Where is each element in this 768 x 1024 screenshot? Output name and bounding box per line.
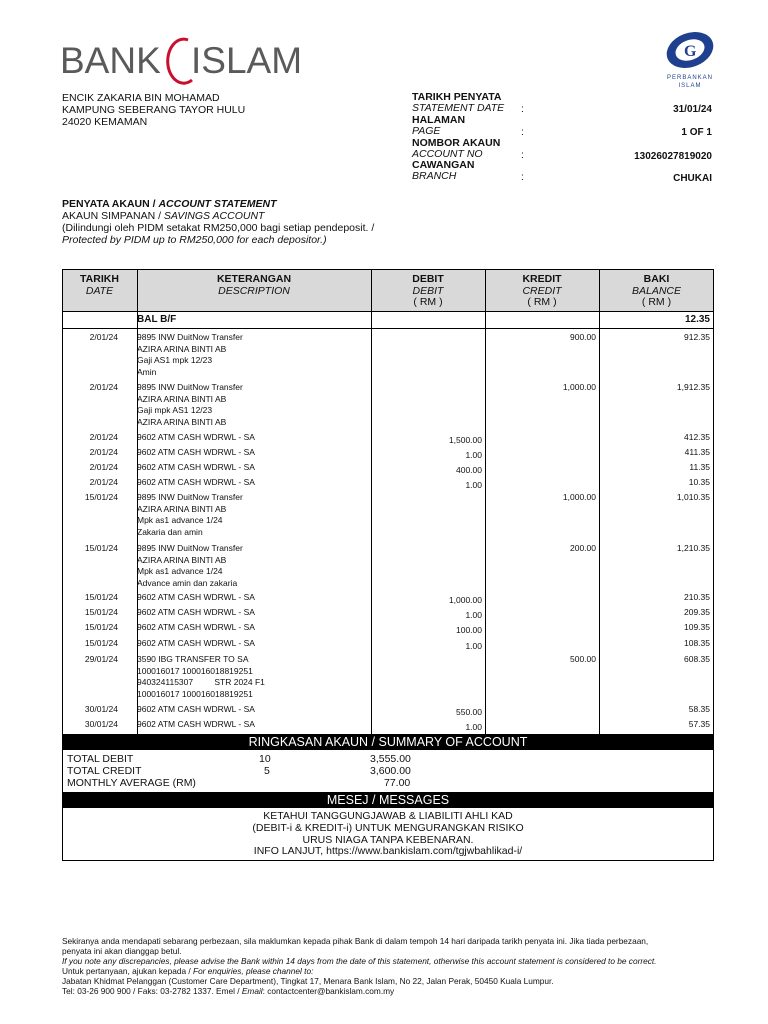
transaction-debit: 1.00 xyxy=(465,480,482,490)
transaction-date: 29/01/24 xyxy=(84,654,118,664)
transaction-credit: 500.00 xyxy=(570,654,596,664)
description-line: 9602 ATM CASH WDRWL - SA xyxy=(137,592,255,602)
customer-name: ENCIK ZAKARIA BIN MOHAMAD xyxy=(62,92,220,104)
description-line: 9895 INW DuitNow Transfer xyxy=(137,492,243,502)
transaction-description xyxy=(137,447,367,459)
transaction-date: 15/01/24 xyxy=(84,492,118,502)
page-label-en: PAGE xyxy=(412,125,441,137)
total-credit-label: TOTAL CREDIT xyxy=(67,765,142,777)
transaction-debit: 1,500.00 xyxy=(448,435,482,445)
description-line: Zakaria dan amin xyxy=(137,526,203,537)
header-description: KETERANGAN DESCRIPTION xyxy=(216,273,292,297)
description-line: 9602 ATM CASH WDRWL - SA xyxy=(137,638,255,648)
transaction-balance: 1,010.35 xyxy=(676,492,710,502)
description-line: AZIRA ARINA BINTI AB xyxy=(137,416,227,427)
description-line: AZIRA ARINA BINTI AB xyxy=(137,503,227,514)
total-credit-count: 5 xyxy=(264,765,270,777)
message-line4-link[interactable]: INFO LANJUT, https://www.bankislam.com/tgjwbahlikad-i/ xyxy=(253,845,523,857)
description-line: 9602 ATM CASH WDRWL - SA xyxy=(137,622,255,632)
transaction-debit: 100.00 xyxy=(456,625,482,635)
description-line: AZIRA ARINA BINTI AB xyxy=(137,343,227,354)
description-line: 9895 INW DuitNow Transfer xyxy=(137,332,243,342)
description-line: 9602 ATM CASH WDRWL - SA xyxy=(137,477,255,487)
transaction-description xyxy=(137,638,367,650)
meta-colon: : xyxy=(521,126,524,138)
transaction-description xyxy=(137,332,367,378)
description-line: 9602 ATM CASH WDRWL - SA xyxy=(137,704,255,714)
header-debit: DEBIT DEBIT ( RM ) xyxy=(412,273,444,308)
pidm-note-en: Protected by PIDM up to RM250,000 for each depositor.) xyxy=(62,234,327,246)
transaction-credit: 900.00 xyxy=(570,332,596,342)
transaction-debit: 400.00 xyxy=(456,465,482,475)
transaction-date: 30/01/24 xyxy=(84,704,118,714)
message-line1: KETAHUI TANGGUNGJAWAB & LIABILITI AHLI KAD xyxy=(263,810,513,822)
description-line: Gaji AS1 mpk 12/23 xyxy=(137,355,213,365)
transaction-balance: 58.35 xyxy=(688,704,710,714)
footer-line1: Sekiranya anda mendapati sebarang perbezaan, sila maklumkan kepada pihak Bank di dalam tempoh 14 hari daripada tarikh penyata ini. Jika tiada perbezaan, xyxy=(62,936,649,946)
branch-label-my: CAWANGAN xyxy=(412,159,475,171)
transaction-credit: 1,000.00 xyxy=(562,382,596,392)
message-line2: (DEBIT-i & KREDIT-i) UNTUK MENGURANGKAN RISIKO xyxy=(252,822,524,834)
transaction-date: 15/01/24 xyxy=(84,622,118,632)
footer-email-label: Email xyxy=(241,986,263,996)
transaction-balance: 109.35 xyxy=(684,622,710,632)
transaction-description xyxy=(137,607,367,619)
description-line: 9895 INW DuitNow Transfer xyxy=(137,382,243,392)
header-balance: BAKI BALANCE ( RM ) xyxy=(631,273,682,308)
footer-enquiry-my: Untuk pertanyaan, ajukan kepada / xyxy=(62,966,193,976)
logo-text-left: BANK xyxy=(60,40,161,81)
statement-date-label-my: TARIKH PENYATA xyxy=(412,91,502,103)
footer-enquiry-en: For enquiries, please channel to: xyxy=(193,966,314,976)
transaction-balance: 1,210.35 xyxy=(676,543,710,553)
transaction-balance: 11.35 xyxy=(689,462,710,472)
logo-text-right: ISLAM xyxy=(191,40,300,81)
account-label-my: NOMBOR AKAUN xyxy=(412,137,501,149)
description-line: Advance amin dan zakaria xyxy=(137,577,238,588)
transaction-credit: 1,000.00 xyxy=(562,492,596,502)
transaction-description xyxy=(137,543,367,589)
transaction-date: 15/01/24 xyxy=(84,607,118,617)
account-label-en: ACCOUNT NO xyxy=(412,148,483,160)
page-label-my: HALAMAN xyxy=(412,114,466,126)
account-number-value: 13026027819020 xyxy=(634,151,712,162)
bank-logo xyxy=(60,30,300,85)
statement-title-my: PENYATA AKAUN / xyxy=(62,198,159,210)
description-line: AZIRA ARINA BINTI AB xyxy=(137,393,227,404)
transaction-debit: 1.00 xyxy=(465,610,482,620)
customer-address-line3: 24020 KEMAMAN xyxy=(62,116,148,128)
transaction-description xyxy=(137,654,367,700)
description-line: 940324115307 STR 2024 F1 xyxy=(137,677,265,687)
transaction-balance: 411.35 xyxy=(684,447,710,457)
transaction-date: 2/01/24 xyxy=(89,432,118,442)
description-line: 9602 ATM CASH WDRWL - SA xyxy=(137,607,255,617)
account-type-en: SAVINGS ACCOUNT xyxy=(163,210,265,222)
transaction-balance: 209.35 xyxy=(684,607,710,617)
total-debit-count: 10 xyxy=(259,753,271,765)
description-line: 9602 ATM CASH WDRWL - SA xyxy=(137,432,255,442)
statement-date-value: 31/01/24 xyxy=(673,104,712,115)
meta-colon: : xyxy=(521,171,524,183)
transaction-description xyxy=(137,477,367,489)
transaction-balance: 412.35 xyxy=(684,432,710,442)
perbankan-islam-emblem xyxy=(656,28,724,90)
description-line: 9602 ATM CASH WDRWL - SA xyxy=(137,719,255,729)
transaction-balance: 108.35 xyxy=(684,638,710,648)
description-line: 100016017 100016018819251 xyxy=(137,665,253,676)
transaction-description xyxy=(137,492,367,538)
description-line: 9602 ATM CASH WDRWL - SA xyxy=(137,447,255,457)
monthly-average-label: MONTHLY AVERAGE (RM) xyxy=(67,777,196,789)
summary-title-bar: RINGKASAN AKAUN / SUMMARY OF ACCOUNT xyxy=(62,734,714,750)
transaction-date: 15/01/24 xyxy=(84,638,118,648)
account-type-my: AKAUN SIMPANAN / xyxy=(62,210,164,222)
branch-label-en: BRANCH xyxy=(412,170,457,182)
description-line: 100016017 100016018819251 xyxy=(137,688,253,699)
transaction-date: 2/01/24 xyxy=(89,477,118,487)
transaction-description xyxy=(137,432,367,444)
messages-title-bar: MESEJ / MESSAGES xyxy=(62,792,714,808)
total-debit-label: TOTAL DEBIT xyxy=(67,753,134,765)
transaction-balance: 210.35 xyxy=(684,592,710,602)
bal-bf-divider xyxy=(62,328,714,329)
emblem-caption-2: ISLAM xyxy=(678,83,702,89)
total-credit-amount: 3,600.00 xyxy=(370,765,411,777)
transaction-balance: 912.35 xyxy=(684,332,710,342)
description-line: AZIRA ARINA BINTI AB xyxy=(137,554,227,565)
footer-tel: Tel: 03-26 900 900 / Faks: 03-2782 1337. Emel / xyxy=(62,986,242,996)
header-credit: KREDIT CREDIT ( RM ) xyxy=(522,273,562,308)
transaction-balance: 608.35 xyxy=(684,654,710,664)
transaction-date: 15/01/24 xyxy=(84,543,118,553)
transaction-balance: 10.35 xyxy=(688,477,710,487)
description-line: 9895 INW DuitNow Transfer xyxy=(137,543,243,553)
header-date: TARIKH DATE xyxy=(80,273,119,297)
transaction-description xyxy=(137,592,367,604)
transaction-description xyxy=(137,719,367,731)
transaction-debit: 1.00 xyxy=(465,722,482,732)
statement-date-label-en: STATEMENT DATE xyxy=(412,102,505,114)
bal-bf-value: 12.35 xyxy=(684,314,710,325)
emblem-caption-1: PERBANKAN xyxy=(666,75,714,81)
col-divider xyxy=(371,269,372,735)
bal-bf-label: BAL B/F xyxy=(137,314,177,325)
footer-line2: penyata ini akan dianggap betul. xyxy=(62,946,182,956)
statement-heading xyxy=(62,198,374,246)
transaction-debit: 550.00 xyxy=(456,707,482,717)
transaction-debit: 1.00 xyxy=(465,450,482,460)
transaction-description xyxy=(137,622,367,634)
footer-notice xyxy=(62,936,722,996)
transaction-date: 15/01/24 xyxy=(84,592,118,602)
svg-text:G: G xyxy=(684,43,697,60)
meta-colon: : xyxy=(521,103,524,115)
footer-email[interactable]: : contactcenter@bankislam.com.my xyxy=(262,986,395,996)
transaction-description xyxy=(137,704,367,716)
customer-address xyxy=(62,92,245,128)
transaction-description xyxy=(137,462,367,474)
statement-title-en: ACCOUNT STATEMENT xyxy=(158,198,277,210)
description-line: 9602 ATM CASH WDRWL - SA xyxy=(137,462,255,472)
total-debit-amount: 3,555.00 xyxy=(370,753,411,765)
footer-address: Jabatan Khidmat Pelanggan (Customer Care Department), Tingkat 17, Menara Bank Islam, No 22, Jalan Perak, 50450 Kuala Lumpur. xyxy=(62,976,554,986)
description-line: 3590 IBG TRANSFER TO SA xyxy=(137,654,249,664)
description-line: Mpk as1 advance 1/24 xyxy=(137,566,223,576)
pidm-note-my: (Dilindungi oleh PIDM setakat RM250,000 bagi setiap pendeposit. / xyxy=(62,222,375,234)
transaction-balance: 1,912.35 xyxy=(676,382,710,392)
transaction-date: 2/01/24 xyxy=(89,382,118,392)
transaction-date: 30/01/24 xyxy=(84,719,118,729)
transaction-description xyxy=(137,382,367,428)
transaction-credit: 200.00 xyxy=(570,543,596,553)
description-line: Gaji mpk AS1 12/23 xyxy=(137,405,213,415)
meta-colon: : xyxy=(521,149,524,161)
message-line3: URUS NIAGA TANPA KEBENARAN. xyxy=(302,834,474,846)
branch-value: CHUKAI xyxy=(673,173,712,184)
description-line: Amin xyxy=(137,366,157,377)
transaction-date: 2/01/24 xyxy=(89,462,118,472)
transaction-balance: 57.35 xyxy=(688,719,710,729)
transaction-date: 2/01/24 xyxy=(89,332,118,342)
page-value: 1 OF 1 xyxy=(681,127,712,138)
customer-address-line2: KAMPUNG SEBERANG TAYOR HULU xyxy=(62,104,246,116)
transaction-debit: 1,000.00 xyxy=(448,595,482,605)
description-line: Mpk as1 advance 1/24 xyxy=(137,515,223,525)
transaction-date: 2/01/24 xyxy=(89,447,118,457)
transaction-debit: 1.00 xyxy=(465,641,482,651)
footer-line3: If you note any discrepancies, please advise the Bank within 14 days from the date of this statement, otherwise this account statement is considered to be correct. xyxy=(62,956,657,966)
monthly-average-amount: 77.00 xyxy=(384,777,411,789)
